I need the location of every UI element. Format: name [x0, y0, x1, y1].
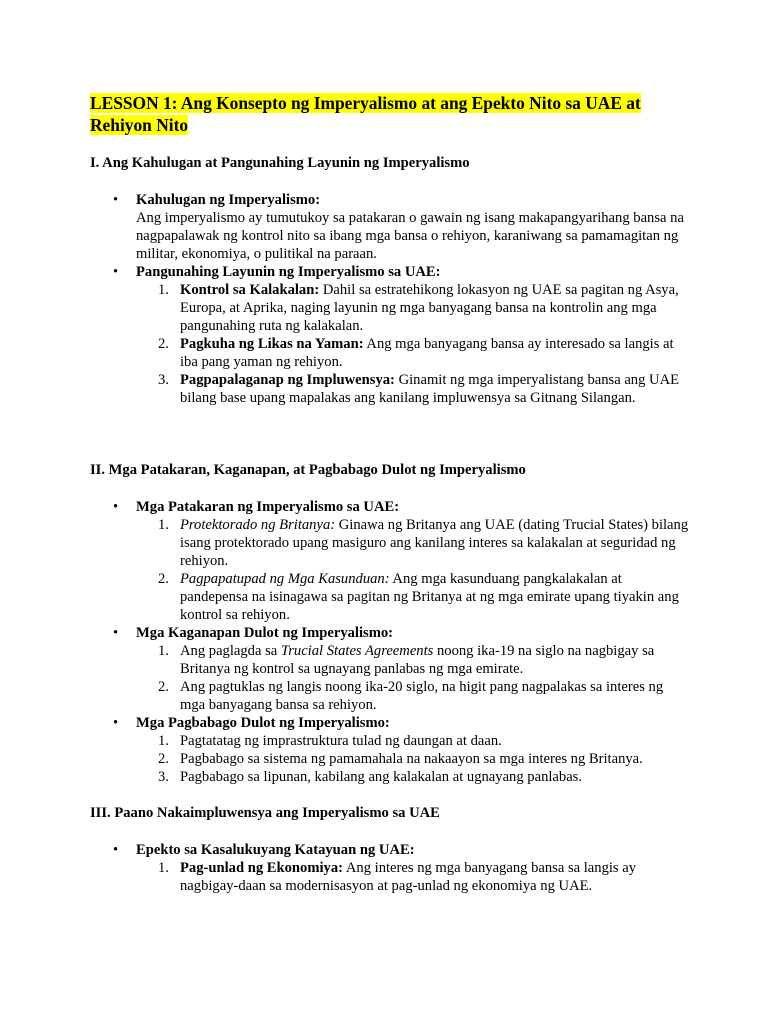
- item-text: Ang mga kasunduang pangkalakalan at pandepensa na isinagawa sa pagitan ng Britanya at ng mga emirate upang tiyakin ang kontrol sa rehiyon.: [180, 571, 679, 623]
- numbered-list: [90, 642, 690, 714]
- item-text: Ang mga banyagang bansa ay interesado sa langis at iba pang yaman ng rehiyon.: [180, 336, 674, 370]
- item-number: 3.: [158, 372, 169, 388]
- bullet-label: Mga Patakaran ng Imperyalismo sa UAE:: [136, 499, 400, 515]
- bullet-icon: •: [113, 264, 119, 280]
- item-number: 1.: [158, 517, 169, 533]
- title-highlight: LESSON 1: Ang Konsepto ng Imperyalismo at ang Epekto Nito sa UAE at Rehiyon Nito: [90, 93, 641, 135]
- item-number: 1.: [158, 733, 169, 749]
- numbered-item: [135, 750, 690, 768]
- section-2: [90, 461, 690, 786]
- bullet-list: [90, 841, 690, 895]
- numbered-item: [135, 371, 690, 407]
- bullet-icon: •: [113, 499, 119, 515]
- bullet-icon: •: [113, 625, 119, 641]
- bullet-label: Mga Pagbabago Dulot ng Imperyalismo:: [136, 715, 390, 731]
- numbered-item: [135, 732, 690, 750]
- numbered-item: [135, 768, 690, 786]
- bullet-icon: •: [113, 842, 119, 858]
- bullet-item: [90, 841, 690, 895]
- item-italic-term: Trucial States Agreements: [280, 643, 434, 659]
- item-lead: Protektorado ng Britanya:: [180, 517, 336, 533]
- item-number: 1.: [158, 282, 169, 298]
- numbered-item: [135, 859, 690, 895]
- section-heading: I. Ang Kahulugan at Pangunahing Layunin ng Imperyalismo: [90, 155, 470, 171]
- item-number: 2.: [158, 751, 169, 767]
- numbered-item: [135, 678, 690, 714]
- item-lead: Kontrol sa Kalakalan:: [180, 282, 320, 298]
- item-text: Ang interes ng mga banyagang bansa sa langis ay nagbigay-daan sa modernisasyon at pag-unlad ng ekonomiya ng UAE.: [180, 860, 637, 894]
- section-3: [90, 804, 690, 895]
- bullet-list: [90, 498, 690, 786]
- numbered-list: [90, 281, 690, 407]
- lesson-title: [90, 92, 690, 136]
- numbered-item: [135, 281, 690, 335]
- item-number: 2.: [158, 571, 169, 587]
- bullet-item: [90, 624, 690, 714]
- bullet-item: [90, 714, 690, 786]
- numbered-item: [135, 516, 690, 570]
- bullet-label: Mga Kaganapan Dulot ng Imperyalismo:: [136, 625, 394, 641]
- item-number: 2.: [158, 336, 169, 352]
- bullet-item: [90, 498, 690, 624]
- item-text: Ang pagtuklas ng langis noong ika-20 siglo, na higit pang nagpalakas sa interes ng mga banyagang bansa sa rehiyon.: [180, 679, 664, 713]
- item-text: Ang paglagda sa: [180, 643, 281, 659]
- item-lead: Pagkuha ng Likas na Yaman:: [180, 336, 364, 352]
- item-number: 3.: [158, 769, 169, 785]
- section-heading: II. Mga Patakaran, Kaganapan, at Pagbabago Dulot ng Imperyalismo: [90, 462, 526, 478]
- item-text: Pagbabago sa lipunan, kabilang ang kalakalan at ugnayang panlabas.: [180, 769, 583, 785]
- numbered-list: [90, 859, 690, 895]
- item-text: Pagbabago sa sistema ng pamamahala na nakaayon sa mga interes ng Britanya.: [180, 751, 643, 767]
- numbered-item: [135, 335, 690, 371]
- section-1: [90, 154, 690, 407]
- item-number: 2.: [158, 679, 169, 695]
- bullet-label: Kahulugan ng Imperyalismo:: [136, 192, 321, 208]
- bullet-icon: •: [113, 192, 119, 208]
- numbered-item: [135, 642, 690, 678]
- section-heading: III. Paano Nakaimpluwensya ang Imperyalismo sa UAE: [90, 805, 440, 821]
- bullet-label: Epekto sa Kasalukuyang Katayuan ng UAE:: [136, 842, 415, 858]
- document-page: [90, 92, 690, 895]
- numbered-item: [135, 570, 690, 624]
- numbered-list: [90, 516, 690, 624]
- item-lead: Pag-unlad ng Ekonomiya:: [180, 860, 344, 876]
- item-text: Ginawa ng Britanya ang UAE (dating Trucial States) bilang isang protektorado upang masiguro ang kanilang interes sa kalakalan at seguridad ng rehiyon.: [180, 517, 689, 569]
- item-text: Ginamit ng mga imperyalistang bansa ang UAE bilang base upang mapalakas ang kanilang impluwensya sa Gitnang Silangan.: [180, 372, 680, 406]
- item-text: noong ika-19 na siglo na nagbigay sa Britanya ng kontrol sa ugnayang panlabas ng mga emirate.: [180, 643, 655, 677]
- item-text: Dahil sa estratehikong lokasyon ng UAE sa pagitan ng Asya, Europa, at Aprika, naging layunin ng mga banyagang bansa na kontrolin ang mga pangunahing ruta ng kalakalan.: [180, 282, 679, 334]
- item-number: 1.: [158, 860, 169, 876]
- bullet-text: Ang imperyalismo ay tumutukoy sa patakaran o gawain ng isang makapangyarihang bansa na nagpapalawak ng kontrol nito sa ibang mga bansa o rehiyon, karaniwang sa pamamagitan ng militar, ekonomiya, o pulitikal na paraan.: [136, 210, 684, 262]
- bullet-list: [90, 191, 690, 407]
- bullet-item: [90, 191, 690, 263]
- bullet-label: Pangunahing Layunin ng Imperyalismo sa UAE:: [136, 264, 441, 280]
- bullet-item: [90, 263, 690, 407]
- numbered-list: [90, 732, 690, 786]
- item-number: 1.: [158, 643, 169, 659]
- item-lead: Pagpapatupad ng Mga Kasunduan:: [180, 571, 390, 587]
- item-lead: Pagpapalaganap ng Impluwensya:: [180, 372, 395, 388]
- item-text: Pagtatatag ng imprastruktura tulad ng daungan at daan.: [180, 733, 502, 749]
- bullet-icon: •: [113, 715, 119, 731]
